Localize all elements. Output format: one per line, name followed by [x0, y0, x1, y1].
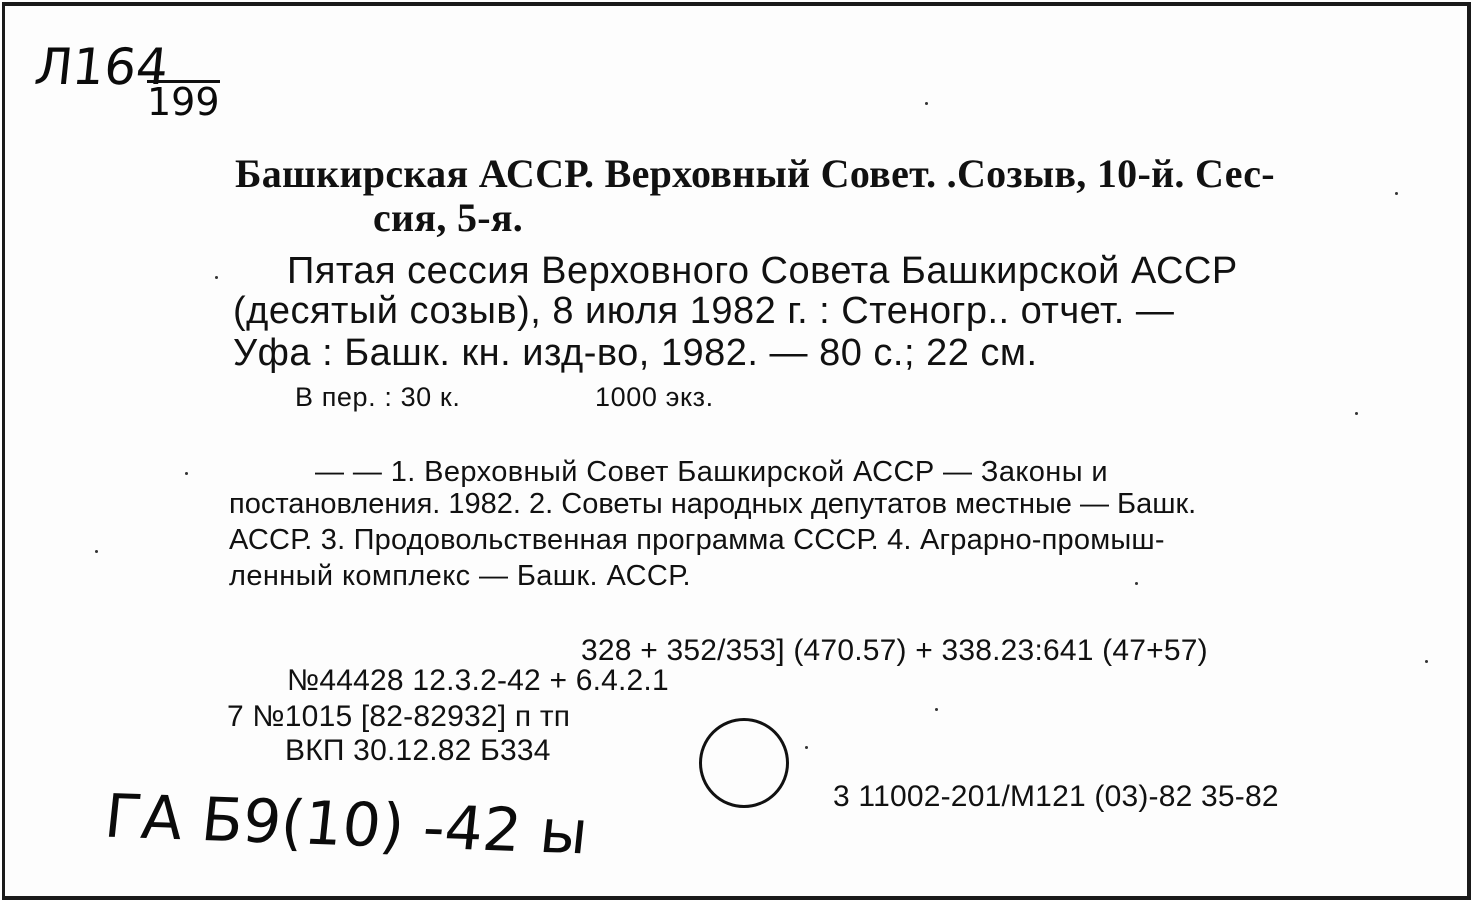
subjects-line-4: ленный комплекс — Башк. АССР. — [229, 560, 691, 592]
title-line-1: Пятая сессия Верховного Совета Башкирской АССР — [287, 250, 1238, 292]
scan-speck — [1425, 660, 1428, 663]
classification-line-1: 328 + 352/353] (470.57) + 338.23:641 (47+57) — [581, 634, 1208, 667]
scan-speck — [1395, 192, 1398, 195]
classification-line-2: №44428 12.3.2-42 + 6.4.2.1 — [287, 664, 669, 697]
circle-mark — [699, 718, 789, 808]
catalog-card — [2, 2, 1471, 900]
bottom-publication-code: 3 11002-201/М121 (03)-82 35-82 — [833, 780, 1279, 813]
scan-speck — [925, 102, 928, 105]
scan-speck — [95, 550, 98, 553]
heading-line-2: сия, 5-я. — [373, 195, 524, 240]
scan-speck — [1355, 412, 1358, 415]
subjects-line-3: АССР. 3. Продовольственная программа СССР. 4. Аграрно-промыш- — [229, 524, 1165, 556]
scan-speck — [805, 746, 808, 749]
handwritten-top-code-main: Л164 — [31, 38, 172, 96]
copies-count: 1000 экз. — [595, 382, 714, 412]
subjects-line-2: постановления. 1982. 2. Советы народных депутатов местные — Башк. — [229, 488, 1197, 520]
subjects-line-1: — — 1. Верховный Совет Башкирской АССР — Законы и — [315, 456, 1108, 488]
scan-speck — [1135, 582, 1138, 585]
price-binding: В пер. : 30 к. — [295, 382, 461, 412]
heading-line-1: Башкирская АССР. Верховный Совет. .Созыв, 10-й. Сес- — [235, 151, 1275, 196]
handwritten-top-code-sub-text: 199 — [147, 80, 220, 124]
scan-speck — [185, 472, 188, 475]
classification-line-4: ВКП 30.12.82 Б334 — [285, 734, 551, 767]
scan-speck — [935, 708, 938, 711]
classification-line-3: 7 №1015 [82-82932] п тп — [227, 700, 571, 733]
scan-speck — [215, 276, 218, 279]
title-line-3: Уфа : Башк. кн. изд-во, 1982. — 80 с.; 22 см. — [233, 332, 1038, 374]
handwritten-top-code-sub — [147, 80, 220, 124]
title-line-2: (десятый созыв), 8 июля 1982 г. : Стеногр.. отчет. — — [233, 290, 1175, 332]
handwritten-bottom-code: ГА Б9(10) -42 ы — [101, 781, 592, 869]
